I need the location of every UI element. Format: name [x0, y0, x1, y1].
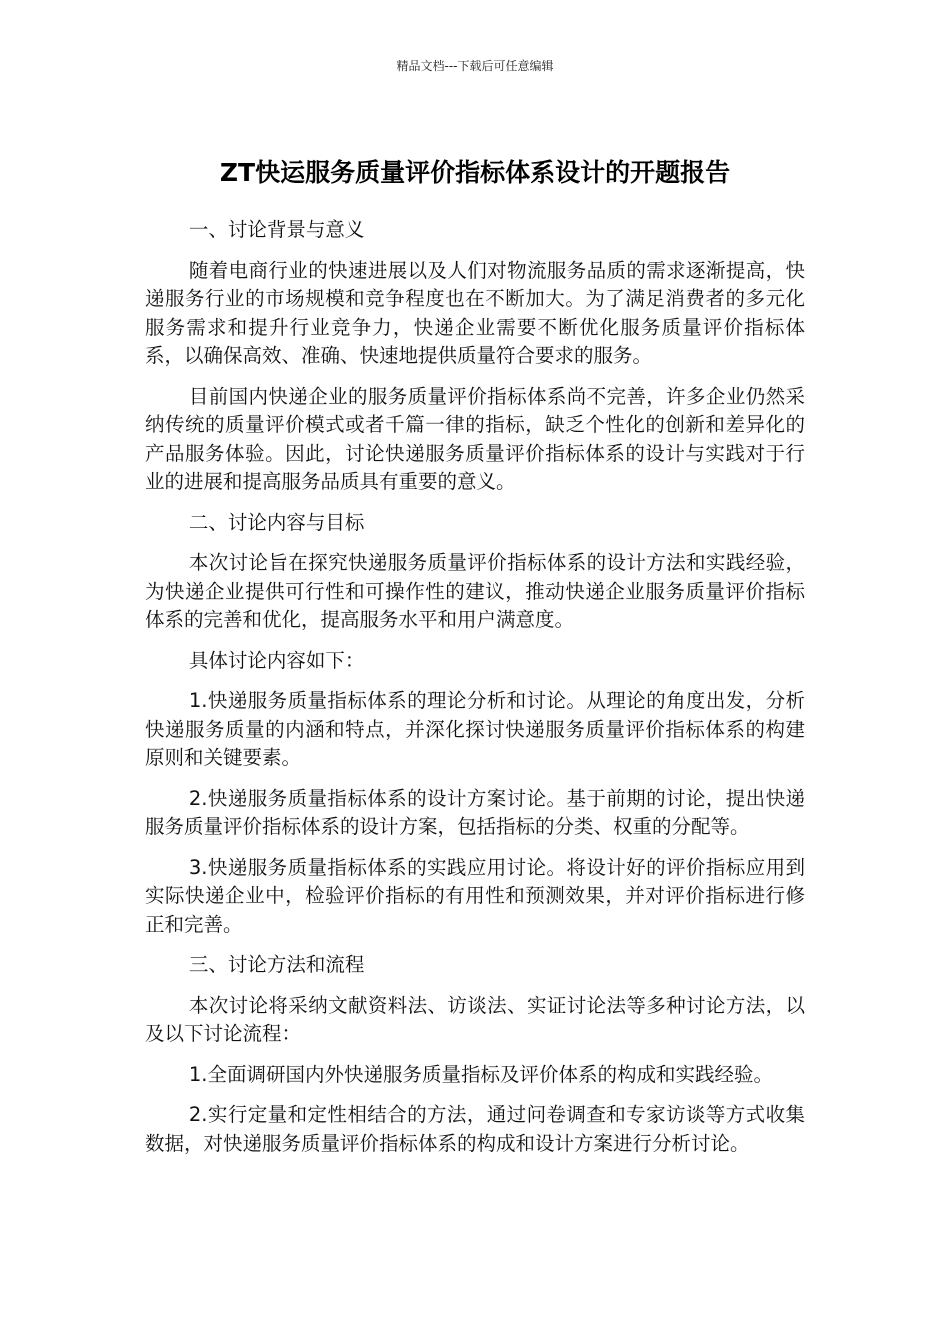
list-item: 1.全面调研国内外快递服务质量指标及评价体系的构成和实践经验。: [188, 1062, 773, 1086]
paragraph: 随着电商行业的快速进展以及人们对物流服务品质的需求逐渐提高，快递服务行业的市场规模和竞争程度也在不断加大。为了满足消费者的多元化服务需求和提升行业竞争力，快递企业需要不断优化服务质量评价指标体系，以确保高效、准确、快速地提供质量符合要求的服务。: [145, 258, 805, 367]
paragraph: 本次讨论旨在探究快递服务质量评价指标体系的设计方法和实践经验，为快递企业提供可行性和可操作性的建议，推动快递企业服务质量评价指标体系的完善和优化，提高服务水平和用户满意度。: [145, 551, 805, 631]
section-heading-background: 一、讨论背景与意义: [188, 218, 365, 241]
paragraph: 目前国内快递企业的服务质量评价指标体系尚不完善，许多企业仍然采纳传统的质量评价模式或者千篇一律的指标，缺乏个性化的创新和差异化的产品服务体验。因此，讨论快递服务质量评价指标体系的设计与实践对于行业的进展和提高服务品质具有重要的意义。: [145, 384, 805, 493]
paragraph: 本次讨论将采纳文献资料法、访谈法、实证讨论法等多种讨论方法，以及以下讨论流程：: [145, 993, 805, 1045]
page-header: 精品文档---下载后可任意编辑: [396, 59, 554, 73]
paragraph: 具体讨论内容如下：: [188, 648, 365, 672]
document-body: [145, 216, 805, 1170]
section-heading-content: 二、讨论内容与目标: [188, 510, 365, 534]
document-title: ZT快运服务质量评价指标体系设计的开题报告: [219, 157, 731, 187]
list-item: 3.快递服务质量指标体系的实践应用讨论。将设计好的评价指标应用到实际快递企业中，检验评价指标的有用性和预测效果，并对评价指标进行修正和完善。: [145, 855, 805, 936]
list-item: 2.实行定量和定性相结合的方法，通过问卷调查和专家访谈等方式收集数据，对快递服务质量评价指标体系的构成和设计方案进行分析讨论。: [145, 1103, 805, 1155]
list-item: 1.快递服务质量指标体系的理论分析和讨论。从理论的角度出发，分析快递服务质量的内涵和特点，并深化探讨快递服务质量评价指标体系的构建原则和关键要素。: [145, 689, 805, 769]
section-heading-methods: 三、讨论方法和流程: [188, 953, 365, 976]
list-item: 2.快递服务质量指标体系的设计方案讨论。基于前期的讨论，提出快递服务质量评价指标体系的设计方案，包括指标的分类、权重的分配等。: [145, 786, 805, 838]
